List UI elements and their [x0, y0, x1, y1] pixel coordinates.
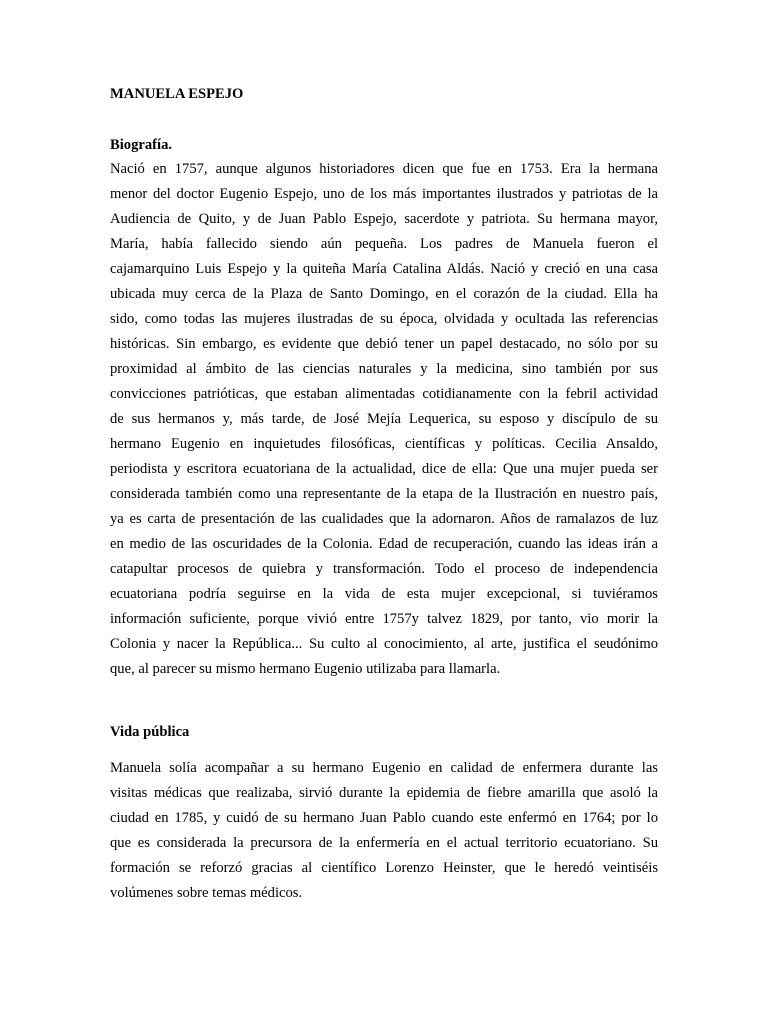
paragraph-line: de sus hermanos y, más tarde, de José Mejía Lequerica, su esposo y discípulo de su: [110, 411, 658, 427]
paragraph-line: considerada también como una representante de la etapa de la Ilustración en nuestro país,: [110, 486, 658, 502]
biografia-paragraph: [110, 157, 658, 682]
paragraph-line: ya es carta de presentación de las cualidades que la adornaron. Años de ramalazos de luz: [110, 511, 658, 527]
paragraph-line: ecuatoriana podría seguirse en la vida de esta mujer excepcional, si tuviéramos: [110, 586, 658, 602]
section-heading-vida-publica: Vida pública: [110, 724, 190, 740]
paragraph-line: cajamarquino Luis Espejo y la quiteña María Catalina Aldás. Nació y creció en una casa: [110, 261, 658, 277]
paragraph-line: visitas médicas que realizaba, sirvió durante la epidemia de fiebre amarilla que asoló la: [110, 785, 658, 801]
paragraph-line: convicciones patrióticas, que estaban alimentadas cotidianamente con la febril actividad: [110, 386, 658, 402]
paragraph-line: proximidad al ámbito de las ciencias naturales y la medicina, sino también por sus: [110, 361, 658, 377]
paragraph-line: Manuela solía acompañar a su hermano Eugenio en calidad de enfermera durante las: [110, 760, 658, 776]
paragraph-line: María, había fallecido siendo aún pequeña. Los padres de Manuela fueron el: [110, 236, 658, 252]
paragraph-line: ciudad en 1785, y cuidó de su hermano Juan Pablo cuando este enfermó en 1764; por lo: [110, 810, 658, 826]
paragraph-line: periodista y escritora ecuatoriana de la actualidad, dice de ella: Que una mujer pueda ser: [110, 461, 658, 477]
paragraph-line: hermano Eugenio en inquietudes filosóficas, científicas y políticas. Cecilia Ansaldo,: [110, 436, 658, 452]
paragraph-line: que es considerada la precursora de la enfermería en el actual territorio ecuatoriano. Su: [110, 835, 658, 851]
paragraph-line: información suficiente, porque vivió entre 1757y talvez 1829, por tanto, vio morir la: [110, 611, 658, 627]
paragraph-line: volúmenes sobre temas médicos.: [110, 885, 303, 901]
paragraph-line: en medio de las oscuridades de la Colonia. Edad de recuperación, cuando las ideas irán a: [110, 536, 658, 552]
paragraph-line: catapultar procesos de quiebra y transformación. Todo el proceso de independencia: [110, 561, 658, 577]
paragraph-line: ubicada muy cerca de la Plaza de Santo Domingo, en el corazón de la ciudad. Ella ha: [110, 286, 658, 302]
paragraph-line: Colonia y nacer la República... Su culto al conocimiento, al arte, justifica el seudónimo: [110, 636, 658, 652]
paragraph-line: históricas. Sin embargo, es evidente que debió tener un papel destacado, no sólo por su: [110, 336, 658, 352]
vida-publica-paragraph: [110, 756, 658, 906]
paragraph-line: menor del doctor Eugenio Espejo, uno de los más importantes ilustrados y patriotas de la: [110, 186, 658, 202]
document-title: MANUELA ESPEJO: [110, 86, 244, 102]
paragraph-line: formación se reforzó gracias al científico Lorenzo Heinster, que le heredó veintiséis: [110, 860, 658, 876]
paragraph-line: sido, como todas las mujeres ilustradas de su época, olvidada y ocultada las referencias: [110, 311, 658, 327]
paragraph-line: Audiencia de Quito, y de Juan Pablo Espejo, sacerdote y patriota. Su hermana mayor,: [110, 211, 658, 227]
paragraph-line: que, al parecer su mismo hermano Eugenio utilizaba para llamarla.: [110, 661, 501, 677]
section-heading-biografia: Biografía.: [110, 137, 173, 153]
paragraph-line: Nació en 1757, aunque algunos historiadores dicen que fue en 1753. Era la hermana: [110, 161, 658, 177]
